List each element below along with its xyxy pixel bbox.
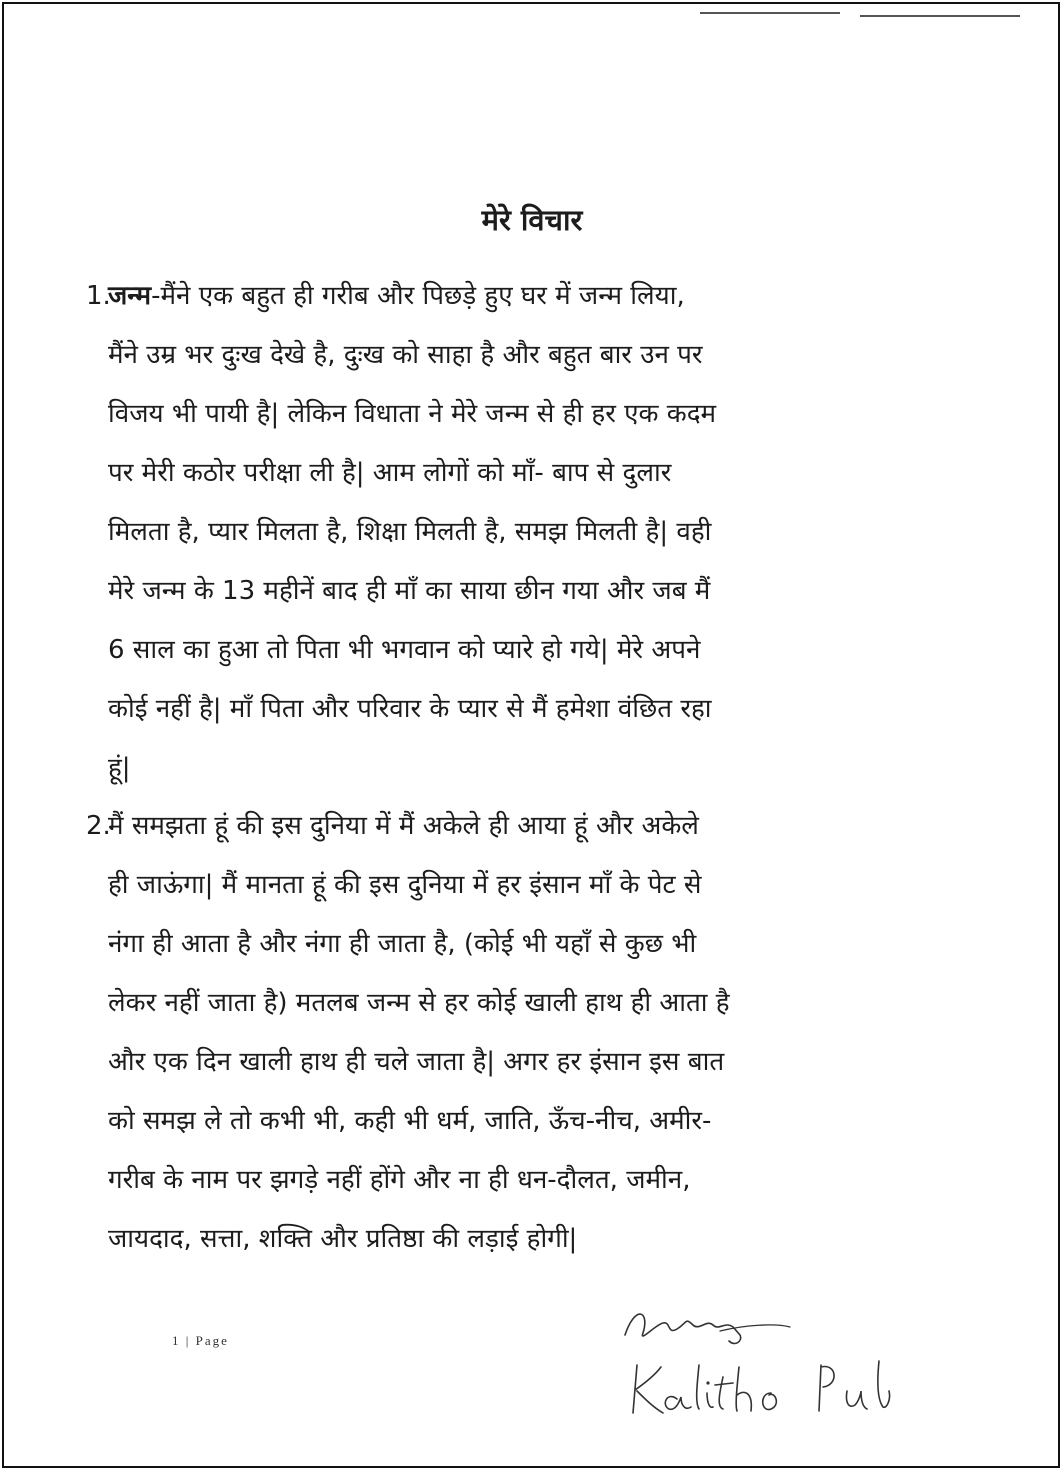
- item-body: [108, 267, 978, 798]
- item-line: पर मेरी कठोर परीक्षा ली है| आम लोगों को माँ- बाप से दुलार: [108, 458, 672, 488]
- scan-mark: [860, 15, 1020, 17]
- item-line: हूं|: [108, 753, 131, 783]
- item-number: 2.: [86, 811, 111, 841]
- item-line: 6 साल का हुआ तो पिता भी भगवान को प्यारे हो गये| मेरे अपने: [108, 635, 701, 665]
- item-line: मेरे जन्म के 13 महीनें बाद ही माँ का साया छीन गया और जब मैं: [108, 576, 711, 606]
- signature-image: [615, 1295, 915, 1425]
- item-line: [108, 267, 978, 326]
- item-body: [108, 797, 978, 1269]
- scan-mark: [700, 12, 840, 14]
- page-footer: [172, 1333, 229, 1349]
- item-line-text: -मैंने एक बहुत ही गरीब और पिछड़े हुए घर में जन्म लिया,: [151, 281, 685, 311]
- page-number: 1: [172, 1333, 181, 1348]
- item-line: ही जाऊंगा| मैं मानता हूं की इस दुनिया में हर इंसान माँ के पेट से: [108, 870, 702, 900]
- item-line: लेकर नहीं जाता है) मतलब जन्म से हर कोई खाली हाथ ही आता है: [108, 988, 730, 1018]
- item-line: मैं समझता हूं की इस दुनिया में मैं अकेले ही आया हूं और अकेले: [108, 811, 699, 841]
- page-title: मेरे विचार: [481, 203, 583, 237]
- page-label: Page: [195, 1333, 229, 1348]
- item-line: मैंने उम्र भर दुःख देखे है, दुःख को साहा है और बहुत बार उन पर: [108, 340, 703, 370]
- item-line: और एक दिन खाली हाथ ही चले जाता है| अगर हर इंसान इस बात: [108, 1047, 725, 1077]
- item-line: कोई नहीं है| माँ पिता और परिवार के प्यार से मैं हमेशा वंछित रहा: [108, 694, 712, 724]
- item-line: मिलता है, प्यार मिलता है, शिक्षा मिलती है, समझ मिलती है| वही: [108, 517, 712, 547]
- item-line: विजय भी पायी है| लेकिन विधाता ने मेरे जन्म से ही हर एक कदम: [108, 399, 717, 429]
- item-line: जायदाद, सत्ता, शक्ति और प्रतिष्ठा की लड़ाई होगी|: [108, 1224, 578, 1254]
- item-line: को समझ ले तो कभी भी, कही भी धर्म, जाति, ऊँच-नीच, अमीर-: [108, 1106, 712, 1136]
- page-separator: |: [185, 1333, 191, 1348]
- item-term: जन्म: [108, 281, 152, 311]
- item-line: गरीब के नाम पर झगड़े नहीं होंगे और ना ही धन-दौलत, जमीन,: [108, 1165, 691, 1195]
- item-number: 1.: [86, 281, 111, 311]
- item-line: नंगा ही आता है और नंगा ही जाता है, (कोई भी यहाँ से कुछ भी: [108, 929, 697, 959]
